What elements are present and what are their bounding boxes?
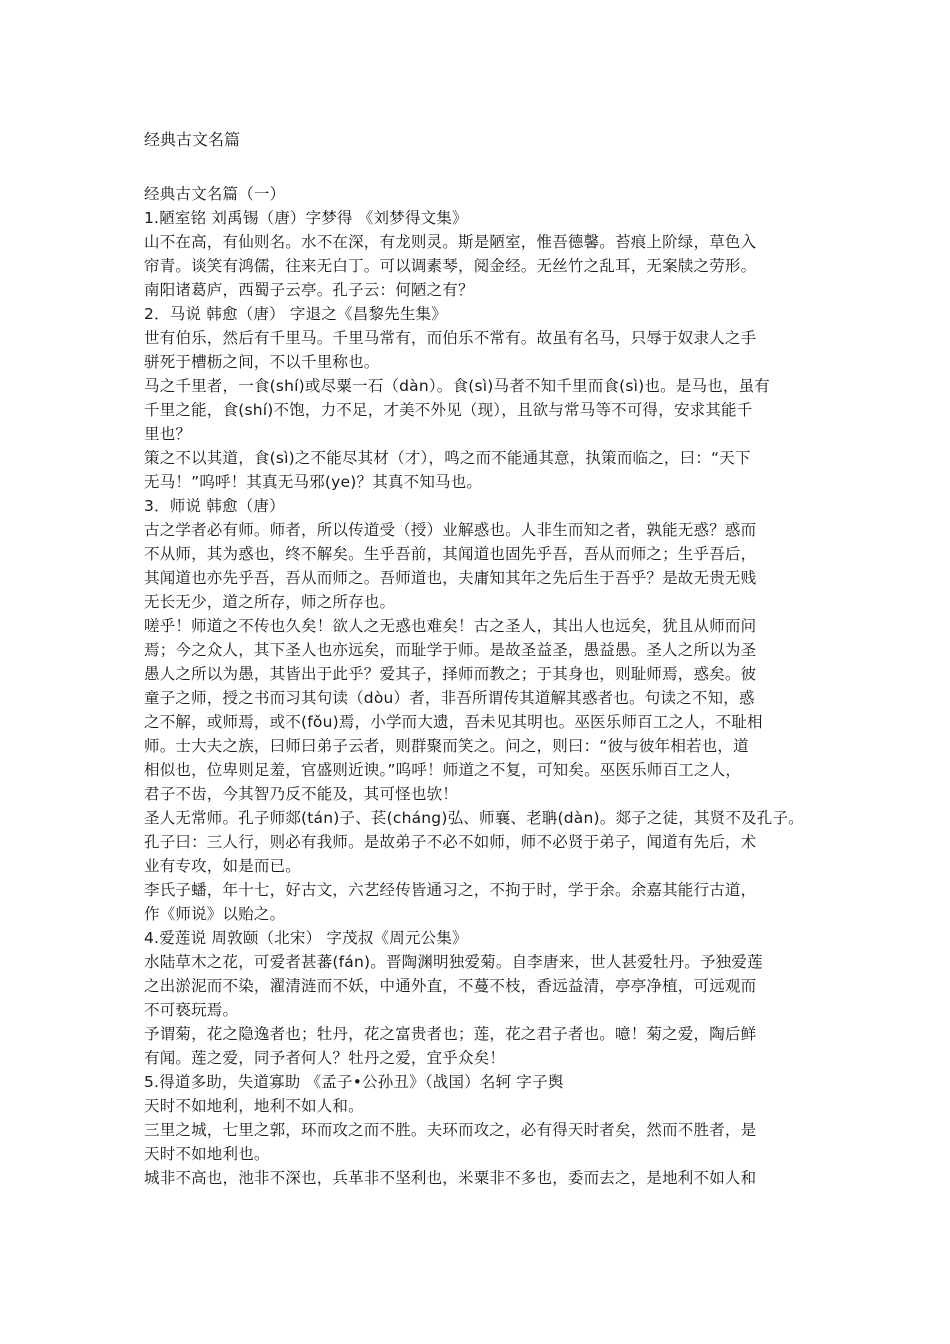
text-line: 山不在高，有仙则名。水不在深，有龙则灵。斯是陋室，惟吾德馨。苔痕上阶绿，草色入 [144, 233, 757, 251]
section-heading: 经典古文名篇（一） [144, 185, 286, 203]
text-line: 之出淤泥而不染，濯清涟而不妖，中通外直，不蔓不枝，香远益清，亭亭净植，可远观而 [144, 977, 757, 995]
text-line: 予谓菊，花之隐逸者也；牡丹，花之富贵者也；莲，花之君子者也。噫！菊之爱，陶后鲜 [144, 1025, 757, 1043]
text-line: 不可亵玩焉。 [144, 1001, 239, 1019]
text-line: 有闻。莲之爱，同予者何人？牡丹之爱，宜乎众矣！ [144, 1049, 506, 1067]
text-line: 李氏子蟠，年十七，好古文，六艺经传皆通习之，不拘于时，学于余。余嘉其能行古道， [144, 881, 757, 899]
text-line: 古之学者必有师。师者，所以传道受（授）业解惑也。人非生而知之者，孰能无惑？惑而 [144, 521, 757, 539]
text-line: 童子之师，授之书而习其句读（dòu）者，非吾所谓传其道解其惑者也。句读之不知，惑 [144, 689, 755, 707]
text-line: 相似也，位卑则足羞，官盛则近谀。”呜呼！师道之不复，可知矣。巫医乐师百工之人， [144, 761, 742, 779]
text-line: 骈死于槽枥之间，不以千里称也。 [144, 353, 380, 371]
article-heading-5: 5.得道多助，失道寡助 《孟子•公孙丑》（战国）名轲 字子舆 [144, 1073, 564, 1091]
text-line: 天时不如地利也。 [144, 1145, 270, 1163]
text-line: 马之千里者，一食(shí)或尽粟一石（dàn）。食(sì)马者不知千里而食(sì)也。是马也，虽有 [144, 377, 770, 395]
text-line: 其闻道也亦先乎吾，吾从而师之。吾师道也，夫庸知其年之先后生于吾乎？是故无贵无贱 [144, 569, 757, 587]
article-heading-2: 2．马说 韩愈（唐） 字退之《昌黎先生集》 [144, 305, 447, 323]
document-body [144, 128, 814, 1190]
text-line: 无长无少，道之所存，师之所存也。 [144, 593, 396, 611]
text-line: 帘青。谈笑有鸿儒，往来无白丁。可以调素琴，阅金经。无丝竹之乱耳，无案牍之劳形。 [144, 257, 757, 275]
document-title: 经典古文名篇 [144, 130, 241, 149]
text-line: 南阳诸葛庐，西蜀子云亭。孔子云：何陋之有？ [144, 281, 474, 299]
text-line: 三里之城，七里之郭，环而攻之而不胜。夫环而攻之，必有得天时者矣，然而不胜者，是 [144, 1121, 757, 1139]
text-line: 君子不齿，今其智乃反不能及，其可怪也欤！ [144, 785, 459, 803]
article-heading-3: 3．师说 韩愈（唐） [144, 497, 285, 515]
text-line: 师。士大夫之族，曰师曰弟子云者，则群聚而笑之。问之，则曰：“彼与彼年相若也，道 [144, 737, 749, 755]
article-heading-4: 4.爱莲说 周敦颐（北宋） 字茂叔《周元公集》 [144, 929, 468, 947]
text-line: 策之不以其道，食(sì)之不能尽其材（才），鸣之而不能通其意，执策而临之，曰：“天下 [144, 449, 751, 467]
text-line: 圣人无常师。孔子师郯(tán)子、苌(cháng)弘、师襄、老聃(dàn)。郯子之徒，其贤不及孔子。 [144, 809, 804, 827]
text-line: 愚人之所以为愚，其皆出于此乎？爱其子，择师而教之；于其身也，则耻师焉，惑矣。彼 [144, 665, 757, 683]
text-line: 水陆草木之花，可爱者甚蕃(fán)。晋陶渊明独爱菊。自李唐来，世人甚爱牡丹。予独爱莲 [144, 953, 763, 971]
text-line: 焉；今之众人，其下圣人也亦远矣，而耻学于师。是故圣益圣，愚益愚。圣人之所以为圣 [144, 641, 757, 659]
text-line: 作《师说》以贻之。 [144, 905, 286, 923]
text-line: 之不解，或师焉，或不(fǒu)焉，小学而大遗，吾未见其明也。巫医乐师百工之人，不耻相 [144, 713, 763, 731]
text-line: 里也？ [144, 425, 192, 443]
article-heading-1: 1.陋室铭 刘禹锡（唐）字梦得 《刘梦得文集》 [144, 209, 468, 227]
text-line: 业有专攻，如是而已。 [144, 857, 302, 875]
text-line: 嗟乎！师道之不传也久矣！欲人之无惑也难矣！古之圣人，其出人也远矣，犹且从师而问 [144, 617, 757, 635]
text-line: 世有伯乐，然后有千里马。千里马常有，而伯乐不常有。故虽有名马，只辱于奴隶人之手 [144, 329, 757, 347]
text-line: 天时不如地利，地利不如人和。 [144, 1097, 364, 1115]
text-line: 不从师，其为惑也，终不解矣。生乎吾前，其闻道也固先乎吾，吾从而师之；生乎吾后， [144, 545, 757, 563]
text-line: 孔子曰：三人行，则必有我师。是故弟子不必不如师，师不必贤于弟子，闻道有先后，术 [144, 833, 757, 851]
text-line: 无马！”呜呼！其真无马邪(ye)？其真不知马也。 [144, 473, 483, 491]
text-line: 城非不高也，池非不深也，兵革非不坚利也，米粟非不多也，委而去之，是地利不如人和 [144, 1169, 757, 1187]
text-line: 千里之能，食(shí)不饱，力不足，才美不外见（现），且欲与常马等不可得，安求其能千 [144, 401, 753, 419]
